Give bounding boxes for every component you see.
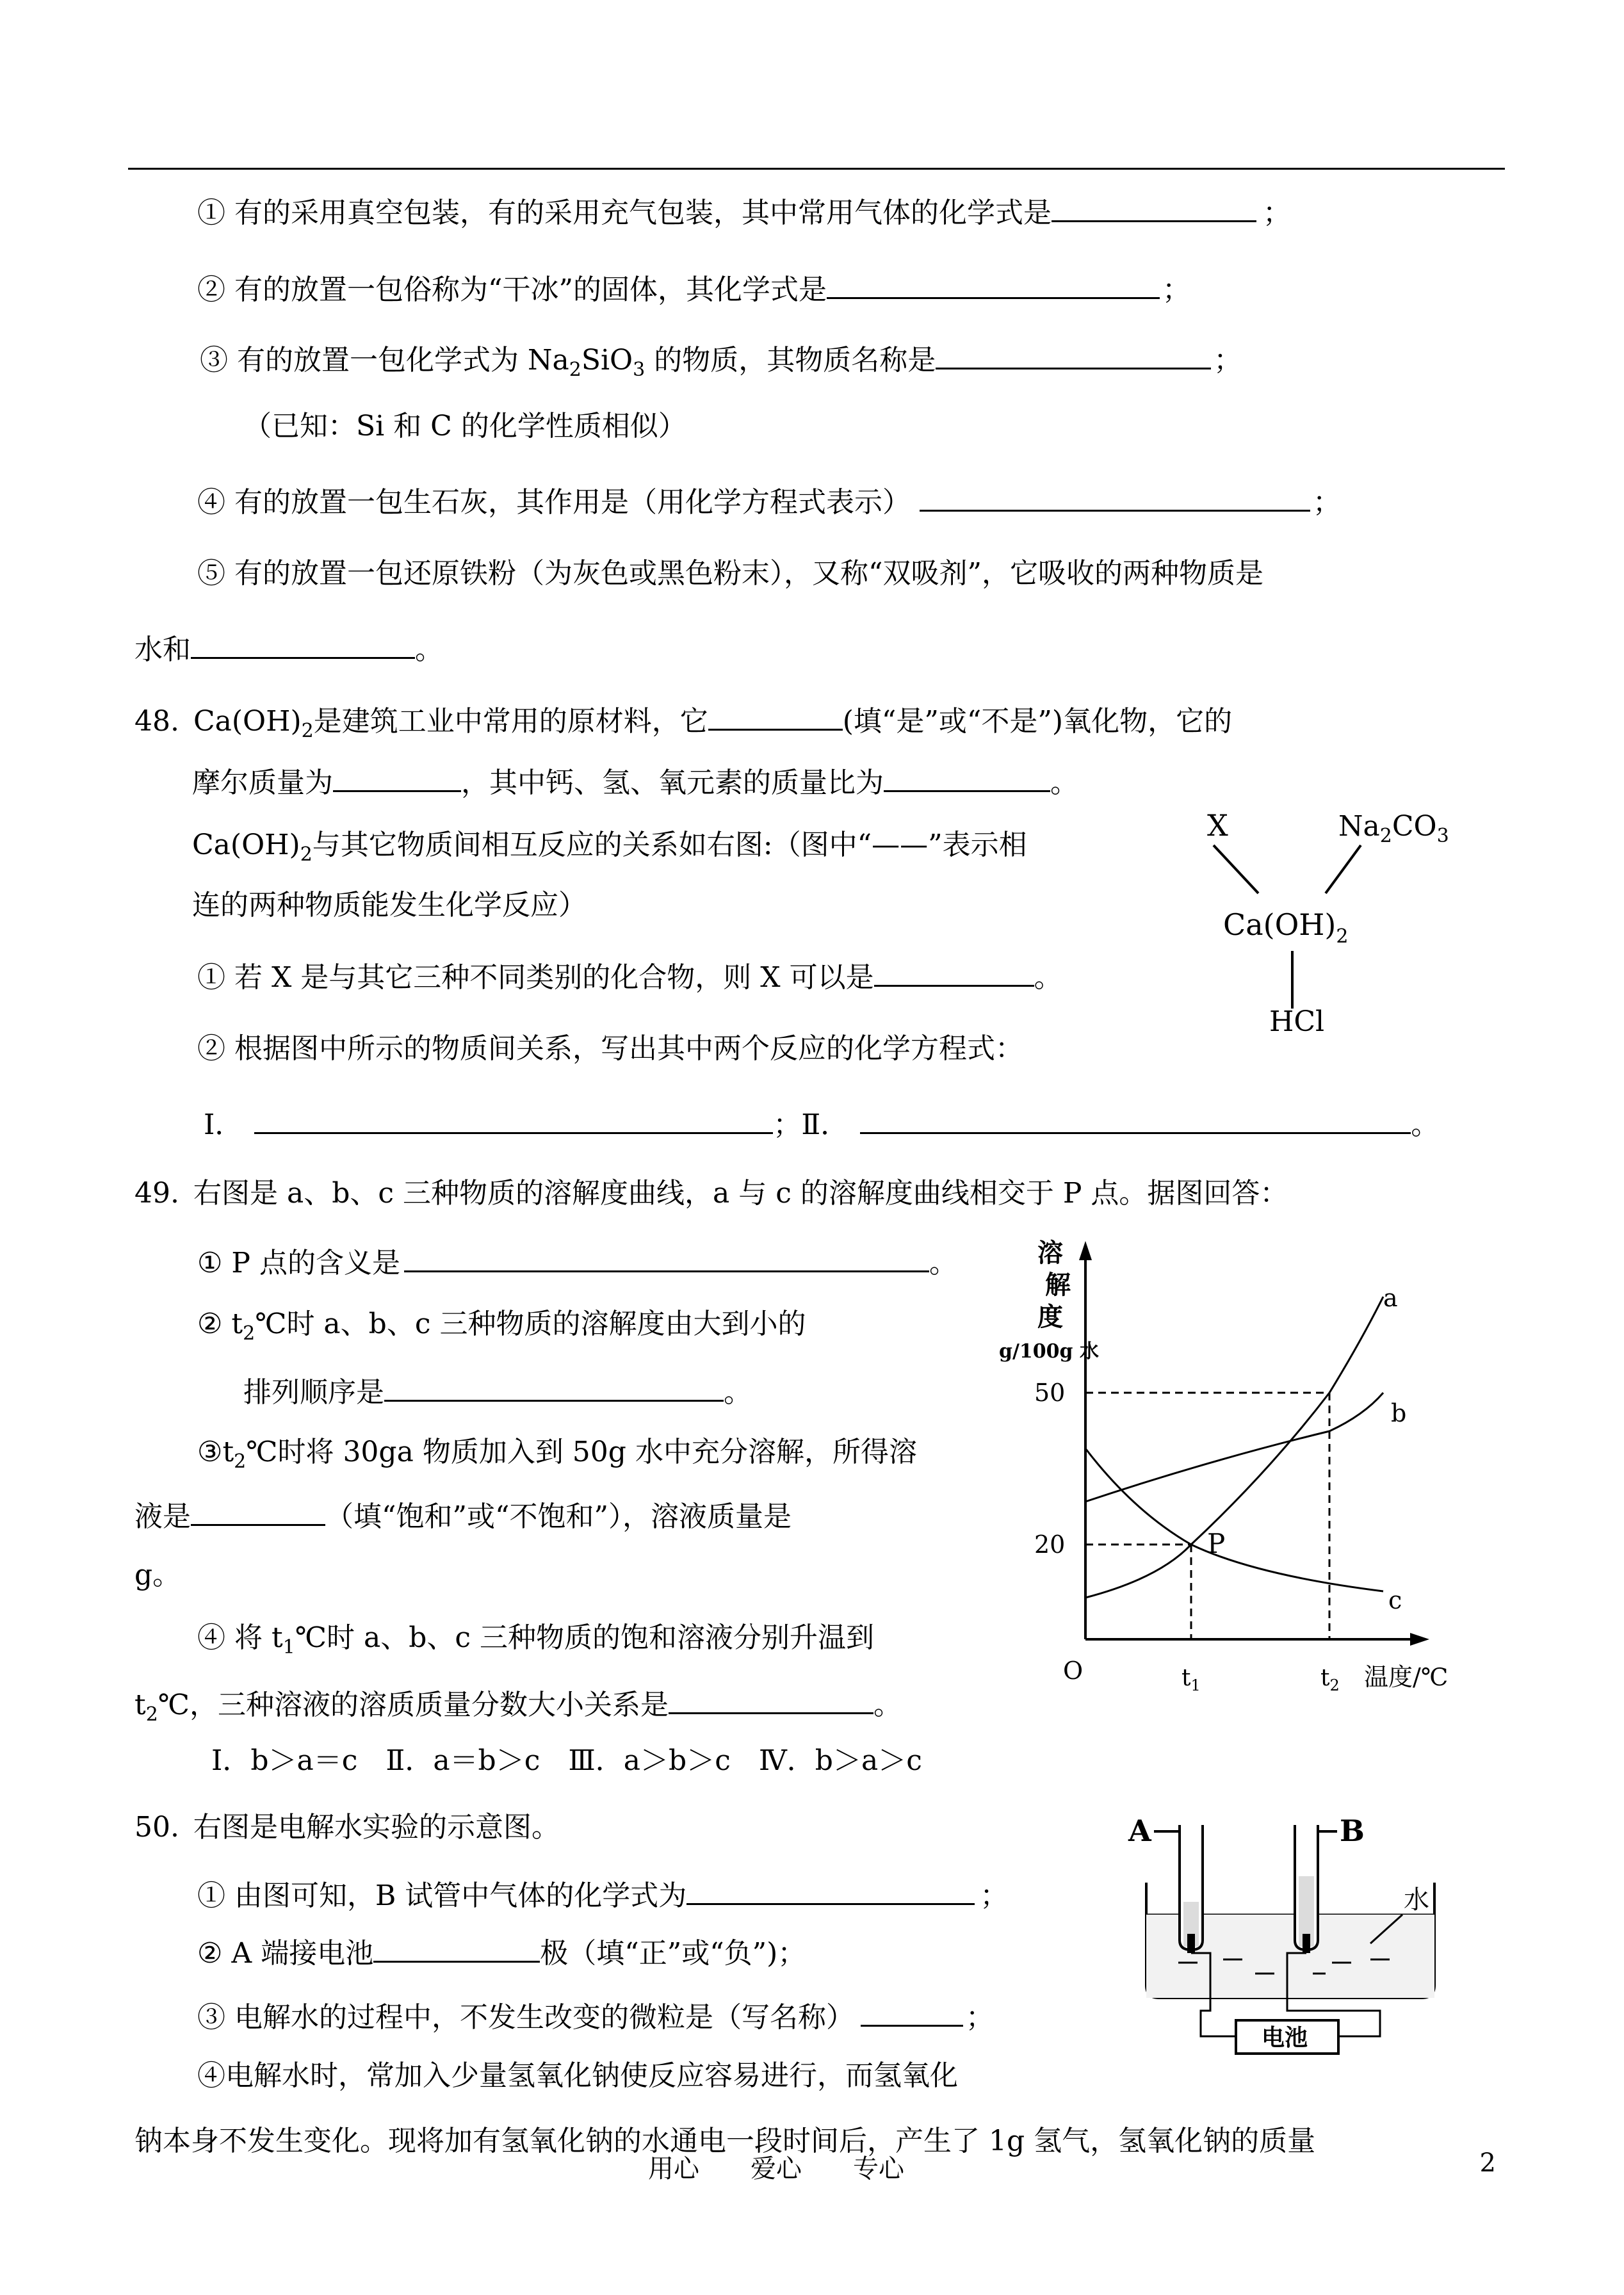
diagram-na2co3-label: $Na_2CO_3$ bbox=[1338, 810, 1449, 847]
origin-label: O bbox=[1063, 1657, 1084, 1685]
x-tick-t2: $t_2$ bbox=[1320, 1665, 1340, 1694]
q47-item-5-cont: 水和 。 bbox=[134, 629, 443, 668]
q49-options: Ⅰ．b＞a＝c Ⅱ．a＝b＞c Ⅲ．a＞b＞c Ⅳ．b＞a＞c bbox=[211, 1744, 922, 1777]
q50-sub-4-cont: 钠本身不发生变化。现将加有氢氧化钠的水通电一段时间后，产生了 1g 氢气，氢氧化钠的质量 bbox=[134, 2125, 1316, 2157]
header-rule bbox=[128, 168, 1505, 170]
y-tick-20: 20 bbox=[1034, 1530, 1066, 1559]
q50-sub-3: ③ 电解水的过程中，不发生改变的微粒是（写名称） ； bbox=[197, 1997, 994, 2036]
solubility-curve-graph bbox=[999, 1229, 1486, 1703]
page-number: 2 bbox=[1479, 2148, 1496, 2178]
q48-reaction-diagram bbox=[1178, 781, 1460, 1037]
q49-sub-4: ④ 将 $t_1℃$时 a、b、c 三种物质的饱和溶液分别升温到 bbox=[197, 1621, 874, 1658]
electrolysis-diagram bbox=[1127, 1806, 1460, 2068]
q47-note: （已知：Si 和 C 的化学性质相似） bbox=[243, 410, 686, 442]
point-p-label: P bbox=[1207, 1528, 1226, 1559]
q48-line-4: 连的两种物质能发生化学反应） bbox=[192, 889, 587, 921]
electrode-a bbox=[1187, 1934, 1195, 1953]
curve-c bbox=[1085, 1448, 1383, 1591]
y-label-3: 度 bbox=[1037, 1302, 1063, 1332]
q49-intro: 49. 右图是 a、b、c 三种物质的溶解度曲线，a 与 c 的溶解度曲线相交于 P 点。据图回答： bbox=[134, 1177, 1288, 1210]
q50-intro: 50. 右图是电解水实验的示意图。 bbox=[134, 1811, 560, 1844]
y-label-1: 溶 bbox=[1037, 1238, 1063, 1268]
x-tick-t1: $t_1$ bbox=[1181, 1665, 1201, 1694]
q48-sub-2: ② 根据图中所示的物质间关系，写出其中两个反应的化学方程式： bbox=[197, 1032, 1023, 1065]
label-b: B bbox=[1340, 1813, 1365, 1848]
water-label: 水 bbox=[1404, 1885, 1429, 1915]
q48-line-3: $Ca(OH)_2$与其它物质间相互反应的关系如右图:（图中“——”表示相 bbox=[192, 829, 1027, 866]
q49-sub-3-end: g。 bbox=[134, 1559, 181, 1591]
curve-a bbox=[1085, 1297, 1383, 1598]
footer-slogan: 用心 爱心 专心 bbox=[648, 2154, 904, 2184]
q48-sub-3: Ⅰ． ；Ⅱ． 。 bbox=[204, 1104, 1439, 1143]
curve-b-label: b bbox=[1391, 1399, 1407, 1427]
q47-item-1: ① 有的采用真空包装，有的采用充气包装，其中常用气体的化学式是 ； bbox=[197, 192, 1291, 231]
q48-sub-1: ① 若 X 是与其它三种不同类别的化合物，则 X 可以是 。 bbox=[197, 957, 1062, 996]
q50-sub-4: ④电解水时，常加入少量氢氧化钠使反应容易进行，而氢氧化 bbox=[197, 2059, 958, 2092]
q47-item-5: ⑤ 有的放置一包还原铁粉（为灰色或黑色粉末），又称“双吸剂”，它吸收的两种物质是 bbox=[197, 557, 1263, 590]
diagram-hcl-label: HCl bbox=[1269, 1005, 1325, 1037]
x-axis-arrow bbox=[1410, 1633, 1429, 1646]
x-link-line bbox=[1214, 845, 1258, 893]
y-unit-label: g/100g 水 bbox=[999, 1340, 1099, 1363]
q49-sub-1: ① P 点的含义是 。 bbox=[197, 1242, 957, 1281]
q49-sub-3-cont: 液是 （填“饱和”或“不饱和”），溶液质量是 bbox=[134, 1496, 792, 1535]
y-label-2: 解 bbox=[1045, 1270, 1071, 1300]
q50-sub-2: ② A 端接电池 极（填“正”或“负”)； bbox=[197, 1933, 806, 1972]
label-a: A bbox=[1128, 1813, 1151, 1848]
q48-line-2: 摩尔质量为 ，其中钙、氢、氧元素的质量比为 。 bbox=[192, 762, 1078, 801]
battery-label: 电池 bbox=[1262, 2024, 1308, 2051]
q47-item-3: ③ 有的放置一包化学式为 $Na_2SiO_3$ 的物质，其物质名称是 ； bbox=[200, 339, 1242, 388]
curve-c-label: c bbox=[1388, 1586, 1402, 1614]
na2co3-link-line bbox=[1326, 845, 1361, 893]
x-axis-label: 温度/℃ bbox=[1364, 1663, 1449, 1691]
q49-sub-3: $③t_2℃$时将 30ga 物质加入到 50g 水中充分溶解，所得溶 bbox=[197, 1436, 917, 1473]
y-axis-arrow bbox=[1079, 1241, 1092, 1260]
electrode-b bbox=[1303, 1934, 1310, 1953]
curve-b bbox=[1085, 1393, 1383, 1502]
diagram-x-label: X bbox=[1207, 808, 1228, 843]
q47-item-4: ④ 有的放置一包生石灰，其作用是（用化学方程式表示） ； bbox=[197, 482, 1341, 521]
q49-sub-4-cont: $t_2℃$，三种溶液的溶质质量分数大小关系是 。 bbox=[134, 1684, 902, 1733]
diagram-caoh2-label: $Ca(OH)_2$ bbox=[1223, 907, 1349, 948]
curve-a-label: a bbox=[1383, 1284, 1398, 1312]
q47-item-2: ② 有的放置一包俗称为“干冰”的固体，其化学式是 ； bbox=[197, 269, 1190, 308]
y-tick-50: 50 bbox=[1034, 1379, 1066, 1407]
q49-sub-2: ② $t_2℃$时 a、b、c 三种物质的溶解度由大到小的 bbox=[197, 1308, 806, 1345]
q50-sub-1: ① 由图可知，B 试管中气体的化学式为 ； bbox=[197, 1875, 1008, 1914]
q48-line-1: 48. $Ca(OH)_2$是建筑工业中常用的原材料，它 (填“是”或“不是”)氧化物，它的 bbox=[134, 701, 1232, 749]
q49-sub-2-cont: 排列顺序是 。 bbox=[243, 1372, 752, 1411]
